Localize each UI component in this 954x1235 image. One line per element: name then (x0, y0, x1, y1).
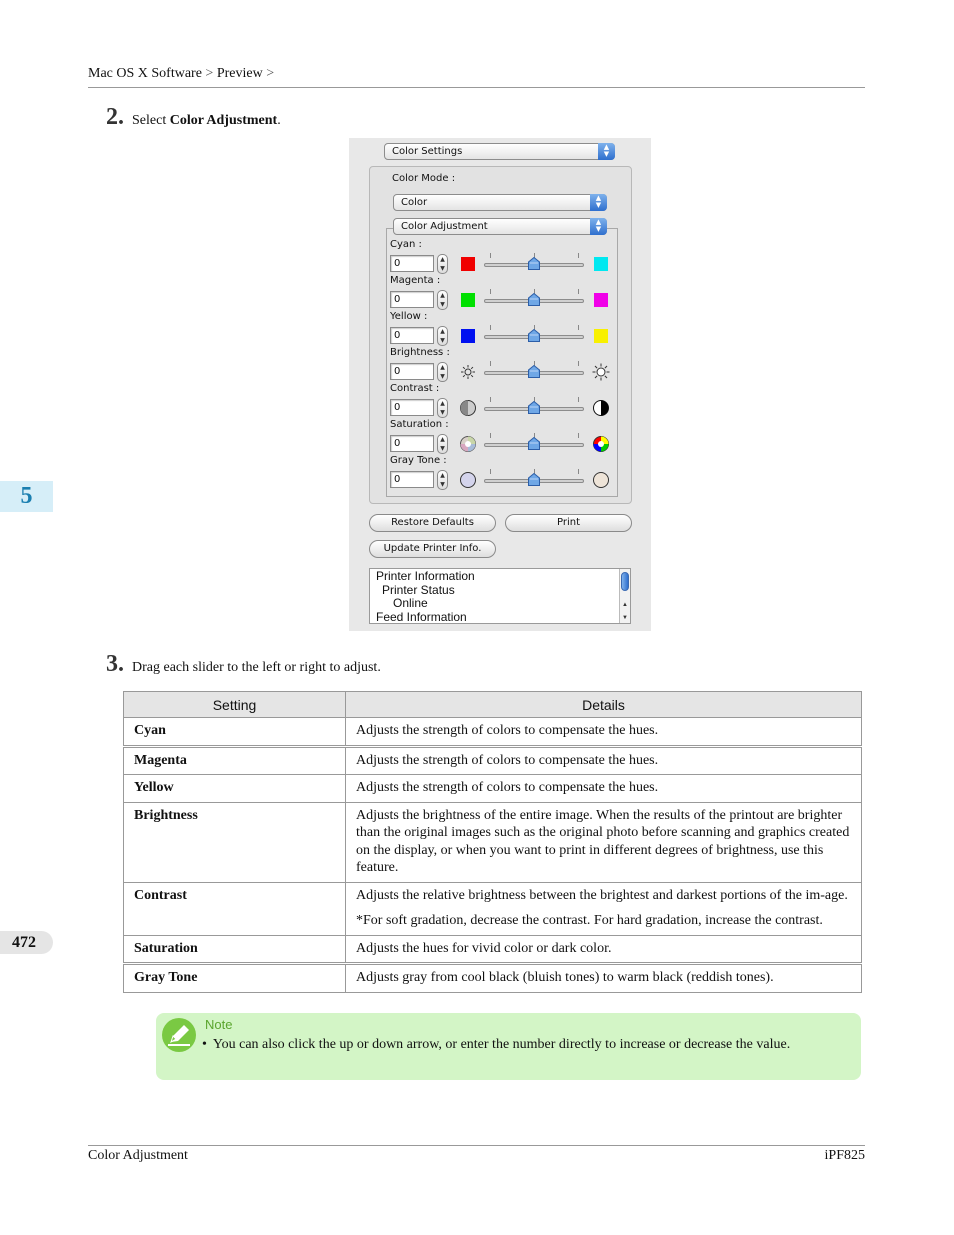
step-text: Drag each slider to the left or right to adjust. (132, 660, 381, 675)
update-printer-info-button[interactable]: Update Printer Info. (369, 540, 496, 558)
color-settings-dialog (349, 138, 651, 631)
table-row: Yellow Adjusts the strength of colors to compensate the hues. (124, 775, 862, 803)
breadcrumb-item: Preview (216, 66, 263, 81)
color-settings-popup[interactable]: Color Settings ▲ ▼ (384, 143, 615, 160)
table-header: Setting (124, 692, 346, 718)
gray-tone-slider-thumb[interactable] (528, 473, 540, 486)
cyan-stepper[interactable]: ▲ ▼ (437, 254, 448, 274)
chapter-tab: 5 (0, 481, 53, 512)
info-line: Feed Information (376, 609, 467, 624)
slider-tick (578, 361, 579, 366)
scroll-down-icon[interactable]: ▼ (622, 615, 628, 621)
slider-tick (578, 325, 579, 330)
magenta-slider-thumb[interactable] (528, 293, 540, 306)
slider-tick (578, 469, 579, 474)
info-line: Printer Information (376, 569, 475, 583)
popup-arrows-icon: ▲ ▼ (590, 194, 607, 211)
pencil-note-icon (162, 1018, 196, 1052)
slider-tick (578, 397, 579, 402)
dim-sun-icon (459, 363, 477, 381)
brightness-stepper[interactable]: ▲ ▼ (437, 362, 448, 382)
printer-info-list[interactable] (369, 568, 631, 624)
table-row: Saturation Adjusts the hues for vivid color or dark color. (124, 935, 862, 964)
table-row: Cyan Adjusts the strength of colors to compensate the hues. (124, 718, 862, 747)
saturation-label: Saturation : (390, 419, 449, 430)
popup-arrows-icon: ▲ ▼ (598, 143, 615, 160)
slider-tick (490, 325, 491, 330)
slider-tick (490, 361, 491, 366)
blue-swatch (461, 329, 475, 343)
slider-tick (578, 433, 579, 438)
table-row: Gray Tone Adjusts gray from cool black (bluish tones) to warm black (reddish tones). (124, 964, 862, 993)
saturation-stepper[interactable]: ▲ ▼ (437, 434, 448, 454)
color-mode-popup[interactable]: Color ▲ ▼ (393, 194, 607, 211)
breadcrumb-separator: > (201, 66, 217, 81)
brightness-value-input[interactable]: 0 (390, 363, 434, 380)
step-text: Select Color Adjustment. (132, 113, 281, 128)
brightness-slider-thumb[interactable] (528, 365, 540, 378)
high-saturation-icon (592, 435, 610, 453)
magenta-label: Magenta : (390, 275, 441, 286)
footer-model: iPF825 (824, 1148, 865, 1163)
info-line: Online (393, 596, 428, 610)
slider-tick (490, 253, 491, 258)
brightness-label: Brightness : (390, 347, 450, 358)
gray-tone-label: Gray Tone : (390, 455, 447, 466)
cyan-slider-thumb[interactable] (528, 257, 540, 270)
warm-tone-icon (592, 471, 610, 489)
step-number: 2. (106, 104, 124, 130)
yellow-slider-thumb[interactable] (528, 329, 540, 342)
step-2 (106, 104, 281, 131)
breadcrumb-separator: > (262, 66, 275, 81)
info-line: Printer Status (382, 582, 455, 597)
yellow-swatch (594, 329, 608, 343)
cool-tone-icon (459, 471, 477, 489)
high-contrast-icon (592, 399, 610, 417)
note-box (156, 1013, 861, 1080)
low-contrast-icon (459, 399, 477, 417)
page-number: 472 (0, 931, 53, 954)
slider-tick (490, 397, 491, 402)
scroll-up-icon[interactable]: ▲ (622, 602, 628, 608)
note-label: Note (205, 1017, 233, 1032)
contrast-label: Contrast : (390, 383, 440, 394)
popup-arrows-icon: ▲ ▼ (590, 218, 607, 235)
slider-tick (490, 433, 491, 438)
green-swatch (461, 293, 475, 307)
slider-tick (578, 253, 579, 258)
settings-table (123, 691, 862, 993)
table-row: Brightness Adjusts the brightness of the entire image. When the results of the printout are brighter than the original images such as the original photo before scanning and graphics created on the display, or when you want to print in different degrees of brightness, use this feature. (124, 802, 862, 882)
contrast-slider-thumb[interactable] (528, 401, 540, 414)
breadcrumb-item: Mac OS X Software (88, 66, 202, 81)
footer-title: Color Adjustment (88, 1148, 188, 1163)
note-text: • You can also click the up or down arrow, or enter the number directly to increase or decrease the value. (202, 1037, 791, 1052)
yellow-value-input[interactable]: 0 (390, 327, 434, 344)
footer (88, 1145, 865, 1164)
contrast-stepper[interactable]: ▲ ▼ (437, 398, 448, 418)
bright-sun-icon (592, 363, 610, 381)
magenta-value-input[interactable]: 0 (390, 291, 434, 308)
gray-tone-stepper[interactable]: ▲ ▼ (437, 470, 448, 490)
color-mode-label: Color Mode : (392, 173, 456, 184)
color-adjustment-popup[interactable]: Color Adjustment ▲ ▼ (393, 218, 607, 235)
yellow-label: Yellow : (390, 311, 428, 322)
gray-tone-value-input[interactable]: 0 (390, 471, 434, 488)
magenta-stepper[interactable]: ▲ ▼ (437, 290, 448, 310)
restore-defaults-button[interactable]: Restore Defaults (369, 514, 496, 532)
table-row: Magenta Adjusts the strength of colors to compensate the hues. (124, 746, 862, 775)
slider-tick (490, 469, 491, 474)
red-swatch (461, 257, 475, 271)
breadcrumb (88, 66, 865, 88)
magenta-swatch (594, 293, 608, 307)
scrollbar[interactable] (619, 569, 630, 623)
step-number: 3. (106, 651, 124, 677)
low-saturation-icon (459, 435, 477, 453)
contrast-value-input[interactable]: 0 (390, 399, 434, 416)
cyan-label: Cyan : (390, 239, 422, 250)
cyan-value-input[interactable]: 0 (390, 255, 434, 272)
slider-tick (578, 289, 579, 294)
scrollbar-thumb[interactable] (621, 572, 629, 591)
yellow-stepper[interactable]: ▲ ▼ (437, 326, 448, 346)
print-button[interactable]: Print (505, 514, 632, 532)
saturation-value-input[interactable]: 0 (390, 435, 434, 452)
saturation-slider-thumb[interactable] (528, 437, 540, 450)
slider-tick (490, 289, 491, 294)
table-header: Details (346, 692, 862, 718)
cyan-swatch (594, 257, 608, 271)
step-3 (106, 651, 381, 678)
table-row: Contrast Adjusts the relative brightness between the brightest and darkest portions of the im-age. *For soft gradation, decrease the contrast. For hard gradation, increase the contrast. (124, 882, 862, 935)
